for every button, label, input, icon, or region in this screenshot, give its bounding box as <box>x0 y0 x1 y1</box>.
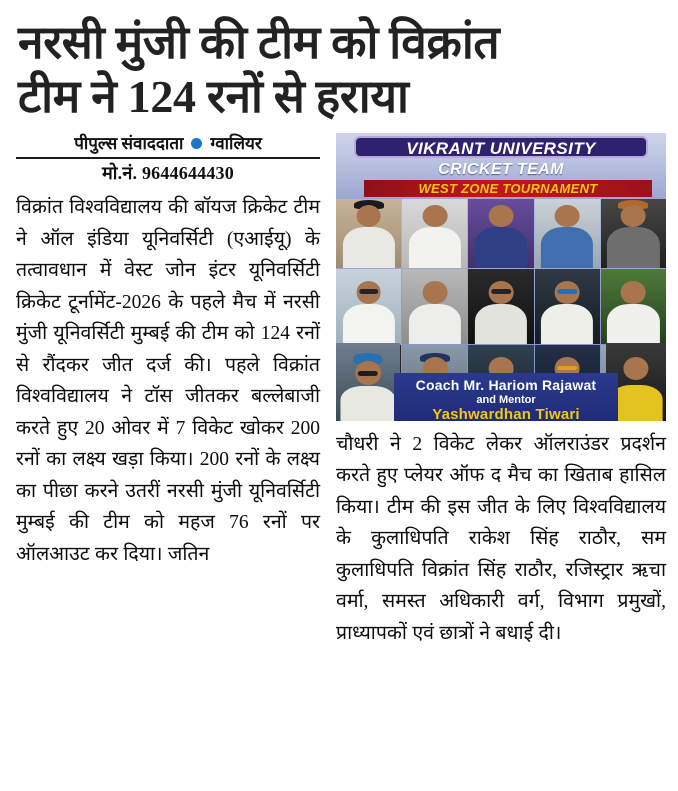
photo-caption-line-3: Yashwardhan Tiwari <box>432 405 580 421</box>
photo-banner-subtitle: CRICKET TEAM <box>438 160 564 178</box>
photo-caption <box>394 373 618 421</box>
player-tile <box>468 193 533 268</box>
player-tile <box>535 269 600 344</box>
photo-caption-line-2: and Mentor <box>476 393 536 406</box>
right-column <box>336 133 666 650</box>
headline-line-2: टीम ने 124 रनों से हराया <box>18 71 409 123</box>
byline-phone: मो.नं. 9644644430 <box>102 162 234 183</box>
article-body <box>16 133 664 650</box>
article-text-right: चौधरी ने 2 विकेट लेकर ऑलराउंडर प्रदर्शन करते हुए प्लेयर ऑफ द मैच का खिताब हासिल किया। टीम की इस जीत के लिए विश्वविद्यालय के कुलाधिपति राकेश सिंह राठौर, सम कुलाधिपति विक्रांत सिंह राठौर, रजिस्ट्रार ऋचा वर्मा, समस्त अधिकारी वर्ग, विभाग प्रमुखों, प्राध्यापकों एवं छात्रों ने बधाई दी। <box>336 433 666 644</box>
player-tile <box>336 343 400 421</box>
player-tile <box>601 269 666 344</box>
player-tile <box>402 269 467 344</box>
player-tile <box>468 269 533 344</box>
photo-caption-line-1: Coach Mr. Hariom Rajawat <box>415 376 597 393</box>
player-tile <box>402 193 467 268</box>
player-tile <box>601 193 666 268</box>
player-tile <box>336 269 401 344</box>
photo-banner-title: VIKRANT UNIVERSITY <box>354 136 648 158</box>
headline-line-1: नरसी मुंजी की टीम को विक्रांत <box>18 17 500 68</box>
byline <box>16 133 320 185</box>
player-tile <box>535 193 600 268</box>
byline-divider <box>16 157 320 159</box>
byline-location: ग्वालियर <box>210 133 262 153</box>
photo-banner-strip <box>364 180 652 197</box>
player-tile <box>336 193 401 268</box>
blue-dot-icon <box>191 138 202 149</box>
page-title <box>16 16 664 125</box>
left-column <box>16 133 326 571</box>
photo-banner-strip-text: WEST ZONE TOURNAMENT <box>418 180 598 196</box>
team-photo-collage <box>336 133 666 421</box>
byline-row <box>16 133 320 157</box>
article-text-left: विक्रांत विश्वविद्यालय की बॉयज क्रिकेट टीम ने ऑल इंडिया यूनिवर्सिटी (एआईयू) के तत्वावधान में वेस्ट जोन इंटर यूनिवर्सिटी क्रिकेट टूर्नामेंट-2026 के पहले मैच में नरसी मुंजी यूनिवर्सिटी मुम्बई की टीम को 124 रनों से रौंदकर जीत दर्ज की। पहले विक्रांत विश्वविद्यालय ने टॉस जीतकर बल्लेबाजी करते हुए 20 ओवर में 7 विकेट खोकर 200 रनों का लक्ष्य खड़ा किया। 200 रनों के लक्ष्य का पीछा करने उतरीं नरसी मुंजी यूनिवर्सिटी मुम्बई की टीम को महज 76 रनों पर ऑलआउट कर दिया। जतिन <box>16 197 320 565</box>
byline-reporter: पीपुल्स संवाददाता <box>74 133 184 153</box>
